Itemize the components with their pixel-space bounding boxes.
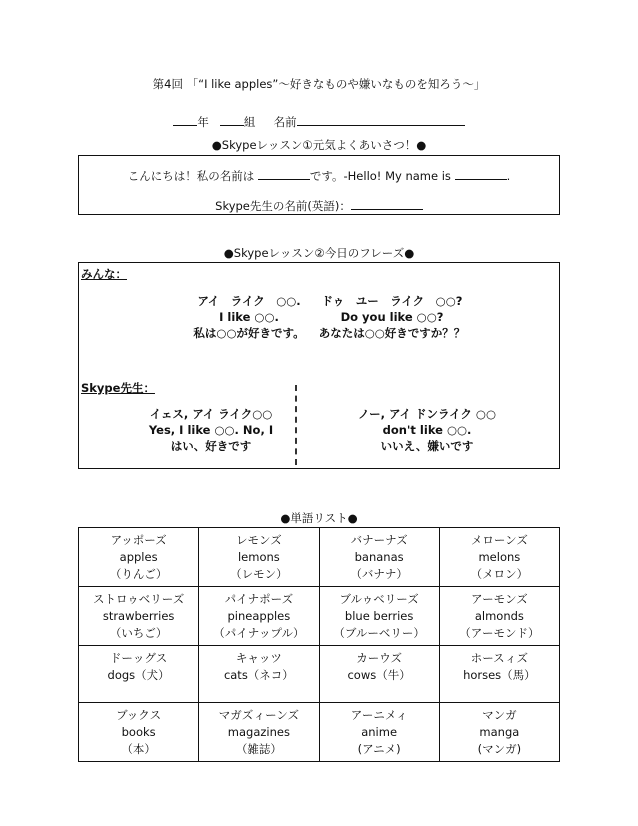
worksheet-title: 第4回 「“I like apples”〜好きなものや嫌いなものを知ろう〜」 <box>152 77 486 91</box>
word-ja: （いちご） <box>109 626 168 640</box>
word-en: lemons <box>237 550 280 564</box>
word-en: almonds <box>474 609 524 623</box>
word-en: dogs（犬） <box>107 668 170 682</box>
word-cell <box>199 587 319 646</box>
word-cell <box>79 587 199 646</box>
word-kana: キャッツ <box>235 651 282 665</box>
word-en: manga <box>479 725 520 739</box>
word-kana: パイナポーズ <box>224 592 294 606</box>
word-cell <box>79 703 199 762</box>
year-blank[interactable] <box>173 113 197 126</box>
word-ja: （レモン） <box>230 567 288 581</box>
word-cell <box>319 587 439 646</box>
word-cell <box>439 587 559 646</box>
word-cell <box>439 703 559 762</box>
word-kana: マガズィーンズ <box>218 708 300 722</box>
word-en: pineapples <box>227 609 291 623</box>
word-cell <box>79 646 199 703</box>
word-en: magazines <box>227 725 290 739</box>
word-en: cats（ネコ） <box>223 668 294 682</box>
word-en: cows（牛） <box>347 668 411 682</box>
word-kana: ストロゥベリーズ <box>93 592 185 606</box>
word-kana: アーニメィ <box>350 708 408 722</box>
word-kana: マンガ <box>482 708 517 722</box>
name-blank[interactable] <box>297 113 465 126</box>
word-en: horses（馬） <box>463 668 536 682</box>
word-ja: （アーモンド） <box>459 626 540 640</box>
teacher-name-label: Skype先生の名前(英語)： <box>215 199 351 213</box>
word-kana: メローンズ <box>470 533 528 547</box>
lesson1-heading: ●Skypeレッスン①元気よくあいさつ！● <box>211 138 427 152</box>
word-list-heading: ●単語リスト● <box>280 511 358 525</box>
phrase-do-you-like-en: Do you like ○○? <box>340 310 444 324</box>
phrase-do-you-like <box>307 293 477 341</box>
answer-no <box>337 406 517 454</box>
word-en: bananas <box>354 550 404 564</box>
phrase-i-like <box>169 293 329 341</box>
word-list-table <box>78 527 560 762</box>
table-row <box>79 587 560 646</box>
table-row <box>79 646 560 703</box>
answer-yes <box>131 406 291 454</box>
word-ja: （パイナップル） <box>213 626 305 640</box>
word-ja: (マンガ) <box>477 742 522 756</box>
word-kana: ブルゥベリーズ <box>339 592 419 606</box>
greeting-text-b: です。-Hello! My name is <box>309 169 451 183</box>
class-label: 組 <box>243 115 256 129</box>
word-en: apples <box>119 550 158 564</box>
table-row <box>79 703 560 762</box>
lesson1-box <box>78 155 560 215</box>
table-row <box>79 528 560 587</box>
word-kana: ブックス <box>116 708 162 722</box>
word-cell <box>79 528 199 587</box>
word-ja: （りんご） <box>109 567 168 581</box>
word-ja: （雑誌） <box>235 742 282 756</box>
greeting-text-c: . <box>506 169 511 183</box>
dashed-divider <box>295 385 297 465</box>
word-kana: カーウズ <box>356 651 402 665</box>
word-cell <box>199 646 319 703</box>
answer-yes-en: Yes, I like ○○. No, I <box>148 423 274 437</box>
word-ja: （メロン） <box>470 567 529 581</box>
minna-label: みんな： <box>81 267 127 281</box>
name-label: 名前 <box>273 115 297 129</box>
teacher-name-blank[interactable] <box>351 197 423 210</box>
year-label: 年 <box>197 115 209 129</box>
word-cell <box>319 646 439 703</box>
answer-yes-ja: はい、好きです <box>170 439 252 453</box>
greeting-line <box>79 167 559 184</box>
answer-no-ja: いいえ、嫌いです <box>380 439 474 453</box>
word-cell <box>319 703 439 762</box>
lesson2-heading: ●Skypeレッスン②今日のフレーズ● <box>223 246 415 260</box>
word-ja: (アニメ) <box>357 742 401 756</box>
word-en: blue berries <box>344 609 414 623</box>
word-kana: ホースィズ <box>470 651 529 665</box>
word-en: anime <box>361 725 398 739</box>
teacher-name-line <box>79 197 559 214</box>
word-cell <box>319 528 439 587</box>
word-kana: アッポーズ <box>110 533 167 547</box>
word-en: melons <box>478 550 521 564</box>
phrase-i-like-en: I like ○○. <box>219 310 279 324</box>
answer-no-kana: ノー, アイ ドンライク ○○ <box>358 407 496 421</box>
word-cell <box>439 528 559 587</box>
word-kana: ドーッグス <box>109 651 168 665</box>
answer-no-en: don't like ○○. <box>382 423 472 437</box>
phrase-i-like-kana: アイ ライク ○○. <box>197 294 301 308</box>
teacher-label: Skype先生： <box>81 381 155 395</box>
word-ja: （本） <box>121 742 156 756</box>
word-en: books <box>121 725 156 739</box>
student-info-line <box>0 113 638 130</box>
word-ja: （ブルーベリー） <box>333 626 425 640</box>
word-cell <box>199 703 319 762</box>
lesson2-box <box>78 262 560 469</box>
word-ja: （バナナ） <box>350 567 408 581</box>
phrase-i-like-ja: 私は○○が好きです。 <box>193 326 305 340</box>
jp-name-blank[interactable] <box>258 167 310 180</box>
answer-yes-kana: イェス, アイ ライク○○ <box>149 407 273 421</box>
word-kana: レモンズ <box>236 533 282 547</box>
word-kana: バナーナズ <box>350 533 408 547</box>
word-en: strawberries <box>102 609 175 623</box>
greeting-text-a: こんにちは！私の名前は <box>127 169 255 183</box>
word-cell <box>439 646 559 703</box>
phrase-do-you-like-ja: あなたは○○好きですか？？ <box>318 326 466 340</box>
class-blank[interactable] <box>220 113 244 126</box>
phrase-do-you-like-kana: ドゥ ユー ライク ○○? <box>321 294 463 308</box>
word-cell <box>199 528 319 587</box>
en-name-blank[interactable] <box>455 167 507 180</box>
word-kana: アーモンズ <box>470 592 528 606</box>
